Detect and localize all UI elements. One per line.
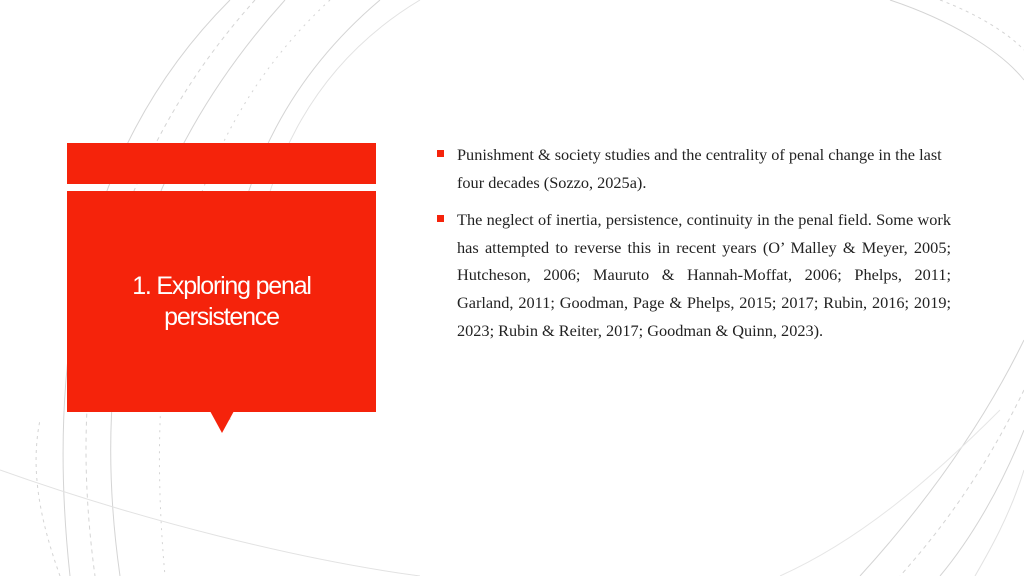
bullet-item-2 [437, 206, 951, 344]
bullet-list [437, 141, 951, 354]
bullet-text-2: The neglect of inertia, persistence, continuity in the penal field. Some work has attempted to reverse this in recent years (O’ Malley & Meyer, 2005; Hutcheson, 2006; Mauruto & Hannah-Moffat, 2006; Phelps, 2011; Garland, 2011; Goodman, Page & Phelps, 2015; 2017; Rubin, 2016; 2019; 2023; Rubin & Reiter, 2017; Goodman & Quinn, 2023). [457, 210, 951, 340]
title-accent-strip [67, 143, 376, 184]
slide-title [102, 271, 342, 333]
square-bullet-icon [437, 215, 444, 222]
bullet-item-1 [437, 141, 951, 196]
slide-title-line-2: persistence [164, 302, 279, 331]
slide-title-line-1: 1. Exploring penal [132, 271, 311, 300]
square-bullet-icon [437, 150, 444, 157]
bullet-text-1: Punishment & society studies and the centrality of penal change in the last four decades (Sozzo, 2025a). [457, 145, 942, 192]
title-box [67, 191, 376, 412]
title-pointer-arrow-icon [210, 411, 234, 433]
